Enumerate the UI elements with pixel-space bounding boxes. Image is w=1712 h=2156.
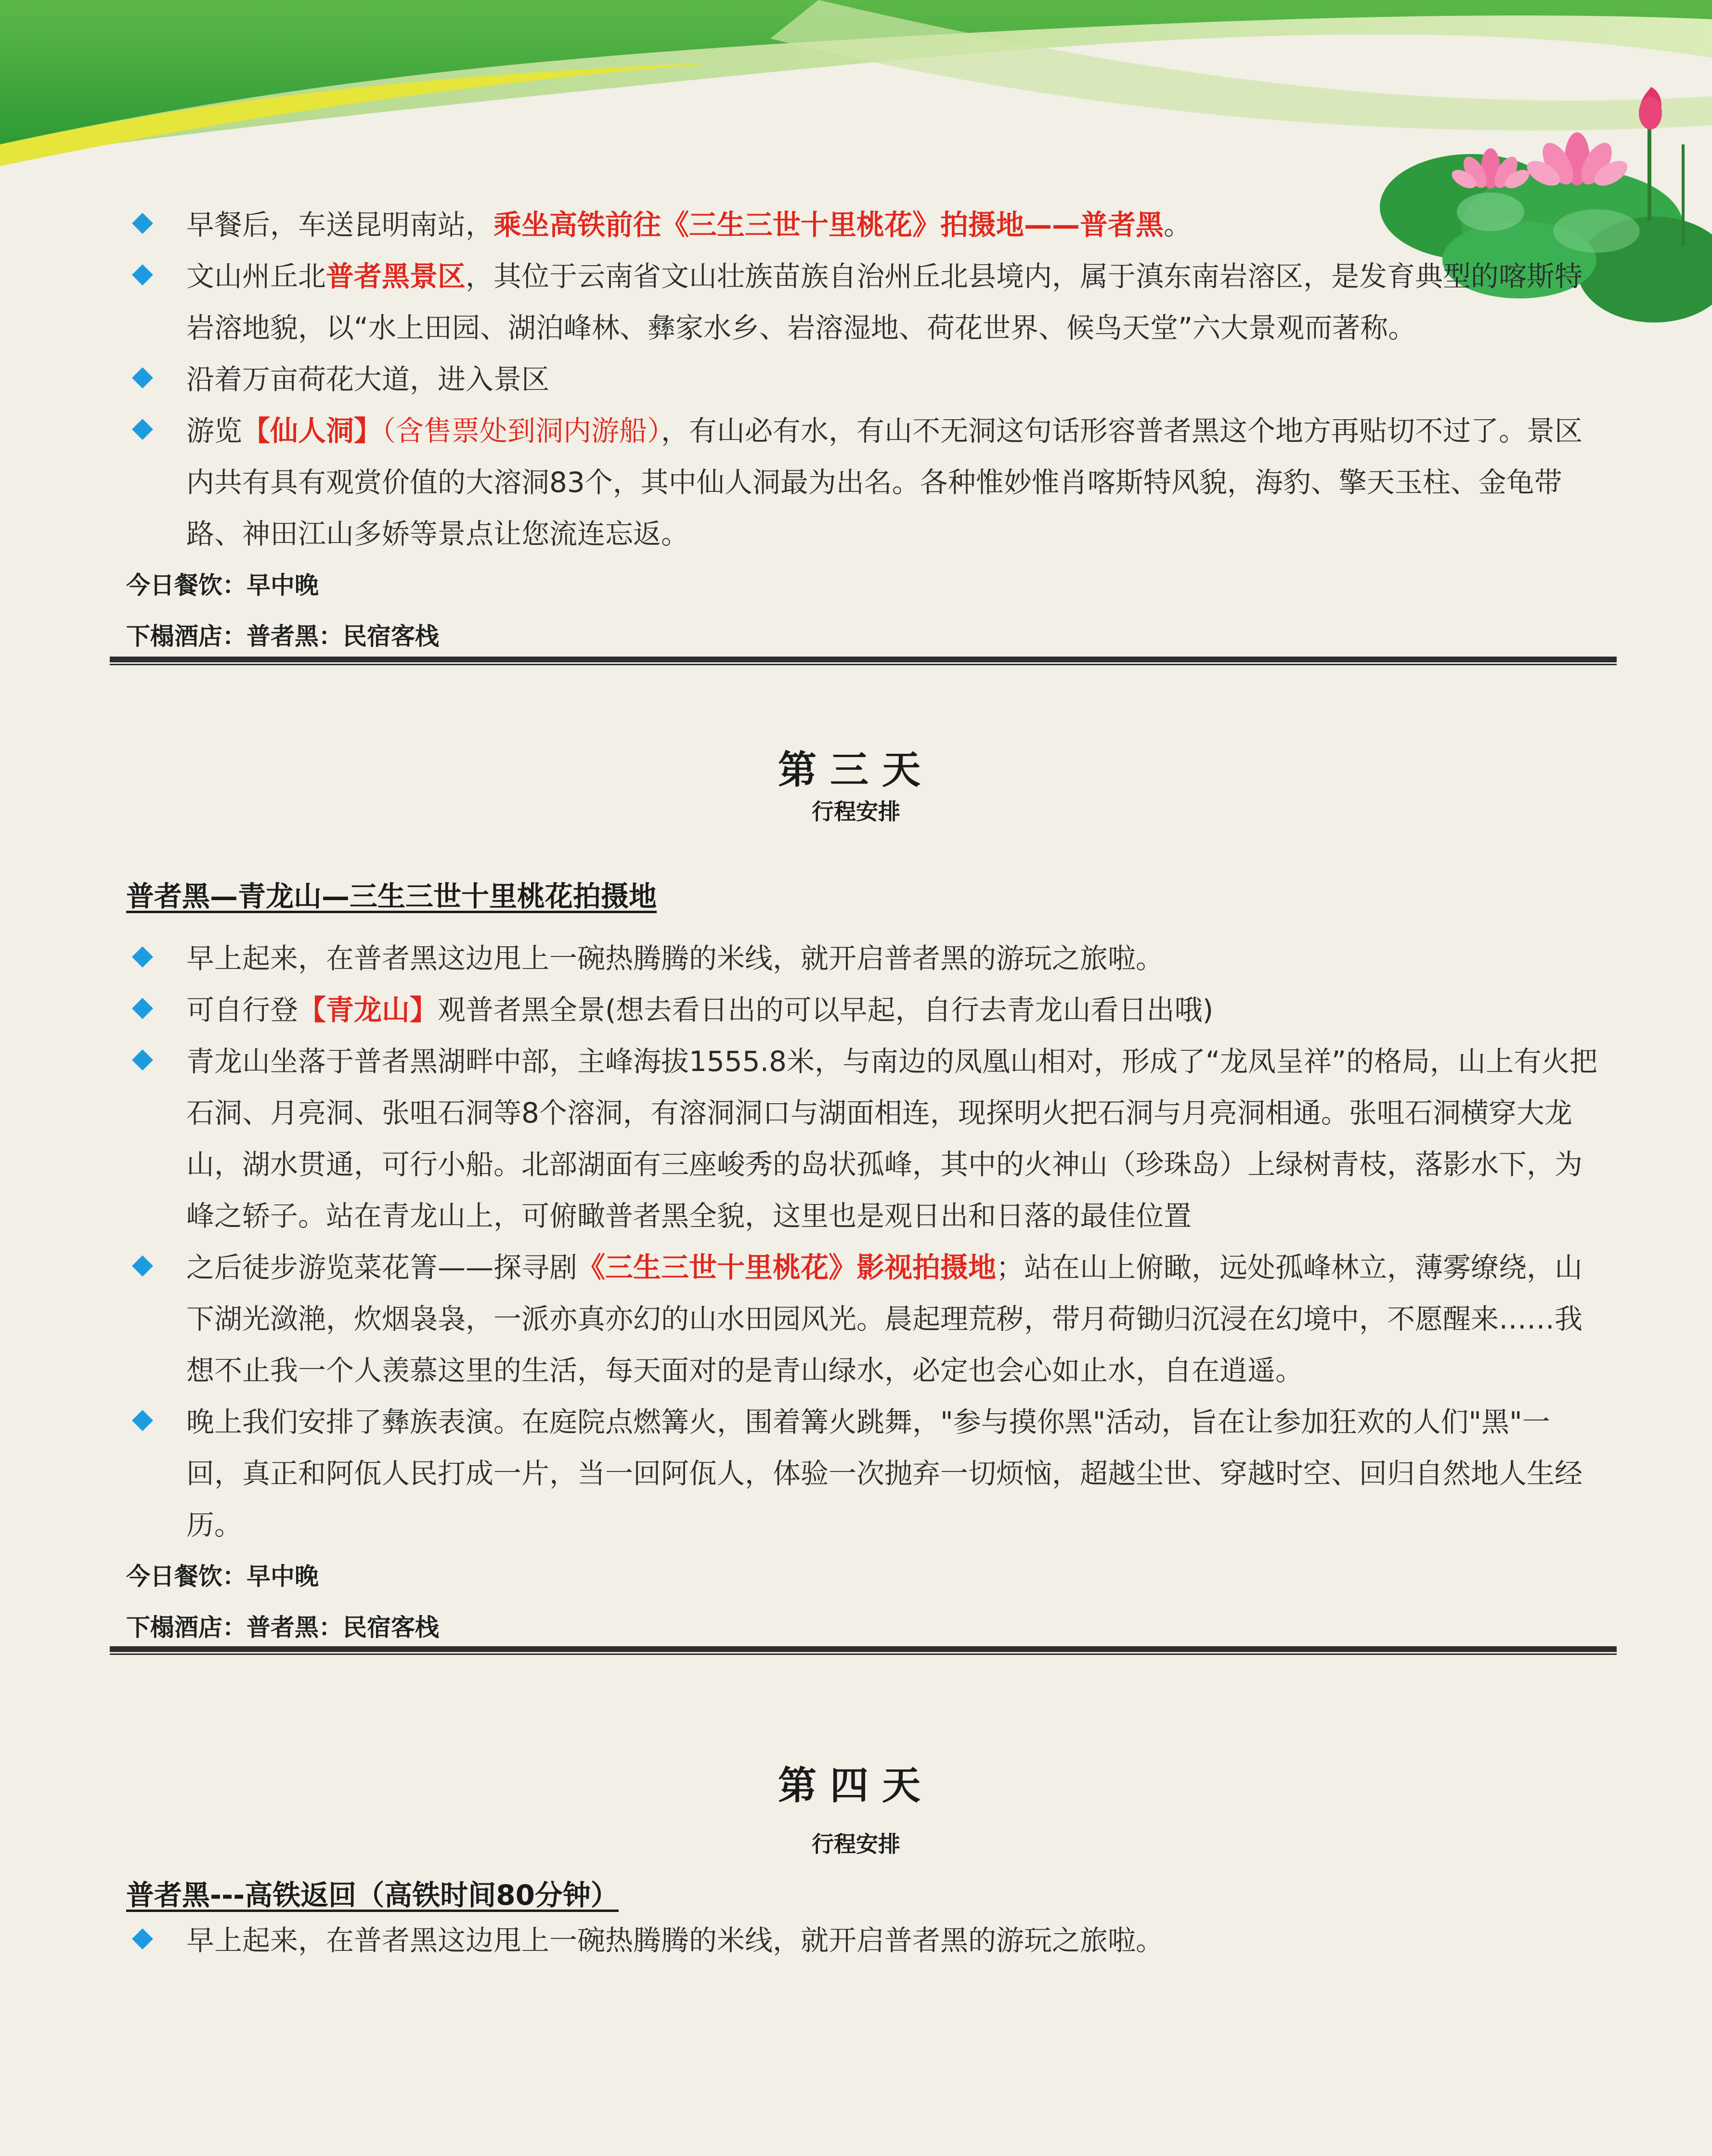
item-text: ，有山必有水，有山不无洞这句话形容普者黑这个地方再贴切不过了。景区内共有具有观赏价值的大溶洞83个，其中仙人洞最为出名。各种惟妙惟肖喀斯特风貌，海豹、擎天玉柱、金龟带路、神田江山多娇等景点让您流连忘返。 <box>186 414 1583 550</box>
item-text-highlight: 【仙人洞】 <box>242 414 382 447</box>
item-text-highlight: 乘坐高铁前往《三生三世十里桃花》拍摄地——普者黑 <box>493 208 1164 241</box>
day4-section <box>126 1915 1604 1966</box>
item-text: 观普者黑全景(想去看日出的可以早起，自行去青龙山看日出哦) <box>438 994 1214 1026</box>
diamond-bullet-icon <box>132 419 153 440</box>
day3-item-2 <box>126 984 1604 1036</box>
diamond-bullet-icon <box>132 998 153 1019</box>
item-text-highlight: 《三生三世十里桃花》影视拍摄地 <box>577 1251 997 1284</box>
section-divider <box>110 1646 1617 1656</box>
item-text: ；站在山上俯瞰，远处孤峰林立，薄雾缭绕，山下湖光潋滟，炊烟袅袅，一派亦真亦幻的山水田园风光。晨起理荒秽，带月荷锄归沉浸在幻境中，不愿醒来……我想不止我一个人羡慕这里的生活，每天面对的是青山绿水，必定也会心如止水，自在逍遥。 <box>186 1251 1583 1387</box>
item-text: 晚上我们安排了彝族表演。在庭院点燃篝火，围着篝火跳舞，"参与摸你黑"活动，旨在让参加狂欢的人们"黑"一回，真正和阿佤人民打成一片，当一回阿佤人，体验一次抛弃一切烦恼，超越尘世、穿越时空、回归自然地人生经历。 <box>186 1406 1583 1541</box>
item-text: 早上起来，在普者黑这边甩上一碗热腾腾的米线，就开启普者黑的游玩之旅啦。 <box>186 942 1164 975</box>
item-text: 早上起来，在普者黑这边甩上一碗热腾腾的米线，就开启普者黑的游玩之旅啦。 <box>186 1924 1164 1957</box>
day2-item-1 <box>126 199 1604 251</box>
diamond-bullet-icon <box>132 367 153 388</box>
day3-hotel: 下榻酒店：普者黑：民宿客栈 <box>126 1614 439 1641</box>
day2-item-2 <box>126 251 1604 354</box>
day4-subtitle: 行程安排 <box>812 1831 900 1857</box>
day2-item-3 <box>126 354 1604 405</box>
day3-item-3 <box>126 1036 1604 1242</box>
day2-hotel: 下榻酒店：普者黑：民宿客栈 <box>126 622 439 650</box>
diamond-bullet-icon <box>132 1928 153 1949</box>
day3-title: 第三天 <box>778 748 934 792</box>
section-divider <box>110 657 1617 666</box>
day4-title: 第四天 <box>778 1763 934 1808</box>
item-text-highlight: 【青龙山】 <box>298 994 438 1026</box>
item-text-highlight: 普者黑景区 <box>326 260 466 293</box>
day4-route: 普者黑---高铁返回（高铁时间80分钟） <box>126 1879 619 1911</box>
item-text-highlight: （含售票处到洞内游船） <box>382 414 661 447</box>
day4-item-1 <box>126 1915 1604 1966</box>
day3-item-1 <box>126 933 1604 984</box>
item-text: 早餐后，车送昆明南站， <box>186 208 494 241</box>
item-text: 游览 <box>186 414 243 447</box>
day3-item-5 <box>126 1396 1604 1551</box>
diamond-bullet-icon <box>132 264 153 285</box>
item-text: 文山州丘北 <box>186 260 326 293</box>
diamond-bullet-icon <box>132 1049 153 1071</box>
diamond-bullet-icon <box>132 213 153 234</box>
item-text: 沿着万亩荷花大道，进入景区 <box>186 363 550 396</box>
day3-item-4 <box>126 1242 1604 1396</box>
day3-meals: 今日餐饮：早中晚 <box>126 1562 319 1590</box>
item-text: 可自行登 <box>186 994 298 1026</box>
item-text: 之后徒步游览菜花箐——探寻剧 <box>186 1251 578 1284</box>
day2-item-4 <box>126 405 1604 560</box>
day3-subtitle: 行程安排 <box>812 799 900 825</box>
diamond-bullet-icon <box>132 946 153 968</box>
day3-section <box>126 933 1604 1653</box>
day2-meals: 今日餐饮：早中晚 <box>126 571 319 599</box>
day2-section <box>126 199 1604 662</box>
diamond-bullet-icon <box>132 1255 153 1277</box>
item-text: ，其位于云南省文山壮族苗族自治州丘北县境内，属于滇东南岩溶区，是发育典型的喀斯特岩溶地貌，以“水上田园、湖泊峰林、彝家水乡、岩溶湿地、荷花世界、候鸟天堂”六大景观而著称。 <box>186 260 1583 344</box>
item-text: 青龙山坐落于普者黑湖畔中部，主峰海拔1555.8米，与南边的凤凰山相对，形成了“龙凤呈祥”的格局，山上有火把石洞、月亮洞、张咀石洞等8个溶洞，有溶洞洞口与湖面相连，现探明火把石洞与月亮洞相通。张咀石洞横穿大龙山，湖水贯通，可行小船。北部湖面有三座峻秀的岛状孤峰，其中的火神山（珍珠岛）上绿树青枝，落影水下，为峰之轿子。站在青龙山上，可俯瞰普者黑全貌，这里也是观日出和日落的最佳位置 <box>186 1045 1598 1232</box>
diamond-bullet-icon <box>132 1410 153 1431</box>
day3-route: 普者黑—青龙山—三生三世十里桃花拍摄地 <box>126 880 657 913</box>
item-text: 。 <box>1164 208 1192 241</box>
